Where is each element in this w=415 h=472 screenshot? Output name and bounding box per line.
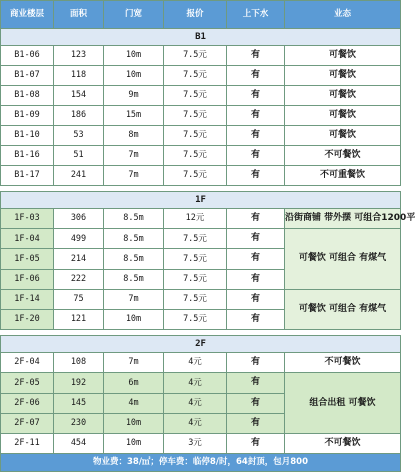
price-cell: 7.5元 (164, 66, 227, 86)
area-cell: 454 (54, 433, 104, 453)
width-cell: 8.5m (104, 209, 164, 229)
table-row (1, 373, 401, 393)
area-cell: 214 (54, 249, 104, 269)
unit-cell: 2F-11 (1, 433, 54, 453)
unit-cell: B1-17 (1, 166, 54, 186)
use-cell-merged: 可餐饮 可组合 有煤气 (285, 289, 401, 329)
water-cell: 有 (227, 86, 285, 106)
water-cell: 有 (227, 106, 285, 126)
use-cell: 不可餐饮 (285, 146, 401, 166)
water-cell: 有 (227, 66, 285, 86)
header-area: 面积 (54, 1, 104, 29)
unit-cell: 1F-14 (1, 289, 54, 309)
price-cell: 4元 (164, 393, 227, 413)
price-cell: 7.5元 (164, 86, 227, 106)
unit-cell: 2F-07 (1, 413, 54, 433)
header-width: 门宽 (104, 1, 164, 29)
table-row (1, 86, 401, 106)
use-cell: 不可餐饮 (285, 433, 401, 453)
table-row (1, 209, 401, 229)
price-cell: 7.5元 (164, 166, 227, 186)
price-cell: 7.5元 (164, 229, 227, 249)
table-row (1, 229, 401, 249)
price-cell: 12元 (164, 209, 227, 229)
width-cell: 7m (104, 289, 164, 309)
use-cell: 不可餐饮 (285, 353, 401, 373)
width-cell: 15m (104, 106, 164, 126)
area-cell: 154 (54, 86, 104, 106)
area-cell: 241 (54, 166, 104, 186)
water-cell: 有 (227, 393, 285, 413)
header-row (1, 1, 401, 29)
water-cell: 有 (227, 413, 285, 433)
water-cell: 有 (227, 229, 285, 249)
table-row (1, 353, 401, 373)
unit-cell: B1-07 (1, 66, 54, 86)
unit-cell: 2F-06 (1, 393, 54, 413)
water-cell: 有 (227, 353, 285, 373)
price-cell: 7.5元 (164, 126, 227, 146)
unit-cell: B1-10 (1, 126, 54, 146)
area-cell: 230 (54, 413, 104, 433)
width-cell: 10m (104, 413, 164, 433)
area-cell: 306 (54, 209, 104, 229)
area-cell: 75 (54, 289, 104, 309)
price-cell: 4元 (164, 353, 227, 373)
price-cell: 7.5元 (164, 309, 227, 329)
section-title-b1: B1 (1, 29, 401, 46)
price-cell: 3元 (164, 433, 227, 453)
area-cell: 186 (54, 106, 104, 126)
unit-cell: 1F-20 (1, 309, 54, 329)
unit-cell: 1F-03 (1, 209, 54, 229)
unit-cell: 2F-04 (1, 353, 54, 373)
table-row (1, 289, 401, 309)
water-cell: 有 (227, 126, 285, 146)
water-cell: 有 (227, 146, 285, 166)
section-1f (1, 192, 401, 209)
table-row (1, 146, 401, 166)
footer-fees: 物业费：38/㎡；停车费：临停8/时，64封顶，包月800 (1, 454, 401, 472)
price-cell: 7.5元 (164, 106, 227, 126)
water-cell: 有 (227, 166, 285, 186)
width-cell: 8.5m (104, 269, 164, 289)
width-cell: 4m (104, 393, 164, 413)
water-cell: 有 (227, 433, 285, 453)
section-title-1f: 1F (1, 192, 401, 209)
area-cell: 123 (54, 46, 104, 66)
width-cell: 8.5m (104, 249, 164, 269)
header-floor: 商业楼层 (1, 1, 54, 29)
unit-cell: B1-06 (1, 46, 54, 66)
area-cell: 499 (54, 229, 104, 249)
price-cell: 7.5元 (164, 249, 227, 269)
width-cell: 10m (104, 46, 164, 66)
width-cell: 9m (104, 86, 164, 106)
width-cell: 8m (104, 126, 164, 146)
water-cell: 有 (227, 269, 285, 289)
use-cell: 可餐饮 (285, 66, 401, 86)
footer-row (1, 454, 401, 472)
water-cell: 有 (227, 249, 285, 269)
area-cell: 53 (54, 126, 104, 146)
area-cell: 108 (54, 353, 104, 373)
area-cell: 51 (54, 146, 104, 166)
area-cell: 222 (54, 269, 104, 289)
unit-cell: 1F-06 (1, 269, 54, 289)
area-cell: 118 (54, 66, 104, 86)
use-cell: 可餐饮 (285, 126, 401, 146)
table-row (1, 126, 401, 146)
price-cell: 7.5元 (164, 289, 227, 309)
area-cell: 121 (54, 309, 104, 329)
price-cell: 7.5元 (164, 269, 227, 289)
use-cell: 沿街商铺 带外摆 可组合1200平 (285, 209, 401, 229)
use-cell-merged: 可餐饮 可组合 有煤气 (285, 229, 401, 290)
width-cell: 6m (104, 373, 164, 393)
table-row (1, 433, 401, 453)
width-cell: 10m (104, 66, 164, 86)
unit-cell: 1F-05 (1, 249, 54, 269)
use-cell-merged: 组合出租 可餐饮 (285, 373, 401, 434)
table-row (1, 66, 401, 86)
table-row (1, 106, 401, 126)
unit-cell: 2F-05 (1, 373, 54, 393)
water-cell: 有 (227, 373, 285, 393)
width-cell: 7m (104, 146, 164, 166)
price-cell: 7.5元 (164, 46, 227, 66)
price-cell: 7.5元 (164, 146, 227, 166)
water-cell: 有 (227, 209, 285, 229)
use-cell: 可餐饮 (285, 106, 401, 126)
width-cell: 10m (104, 433, 164, 453)
unit-cell: B1-09 (1, 106, 54, 126)
section-title-2f: 2F (1, 336, 401, 353)
use-cell: 不可重餐饮 (285, 166, 401, 186)
header-water: 上下水 (227, 1, 285, 29)
width-cell: 7m (104, 353, 164, 373)
water-cell: 有 (227, 289, 285, 309)
header-use: 业态 (285, 1, 401, 29)
width-cell: 7m (104, 166, 164, 186)
width-cell: 8.5m (104, 229, 164, 249)
area-cell: 145 (54, 393, 104, 413)
price-cell: 4元 (164, 413, 227, 433)
unit-cell: B1-16 (1, 146, 54, 166)
use-cell: 可餐饮 (285, 46, 401, 66)
section-b1 (1, 29, 401, 46)
header-price: 报价 (164, 1, 227, 29)
table-row (1, 46, 401, 66)
price-cell: 4元 (164, 373, 227, 393)
use-cell: 可餐饮 (285, 86, 401, 106)
unit-cell: 1F-04 (1, 229, 54, 249)
water-cell: 有 (227, 309, 285, 329)
area-cell: 192 (54, 373, 104, 393)
unit-cell: B1-08 (1, 86, 54, 106)
table-row (1, 166, 401, 186)
width-cell: 10m (104, 309, 164, 329)
water-cell: 有 (227, 46, 285, 66)
section-2f (1, 336, 401, 353)
